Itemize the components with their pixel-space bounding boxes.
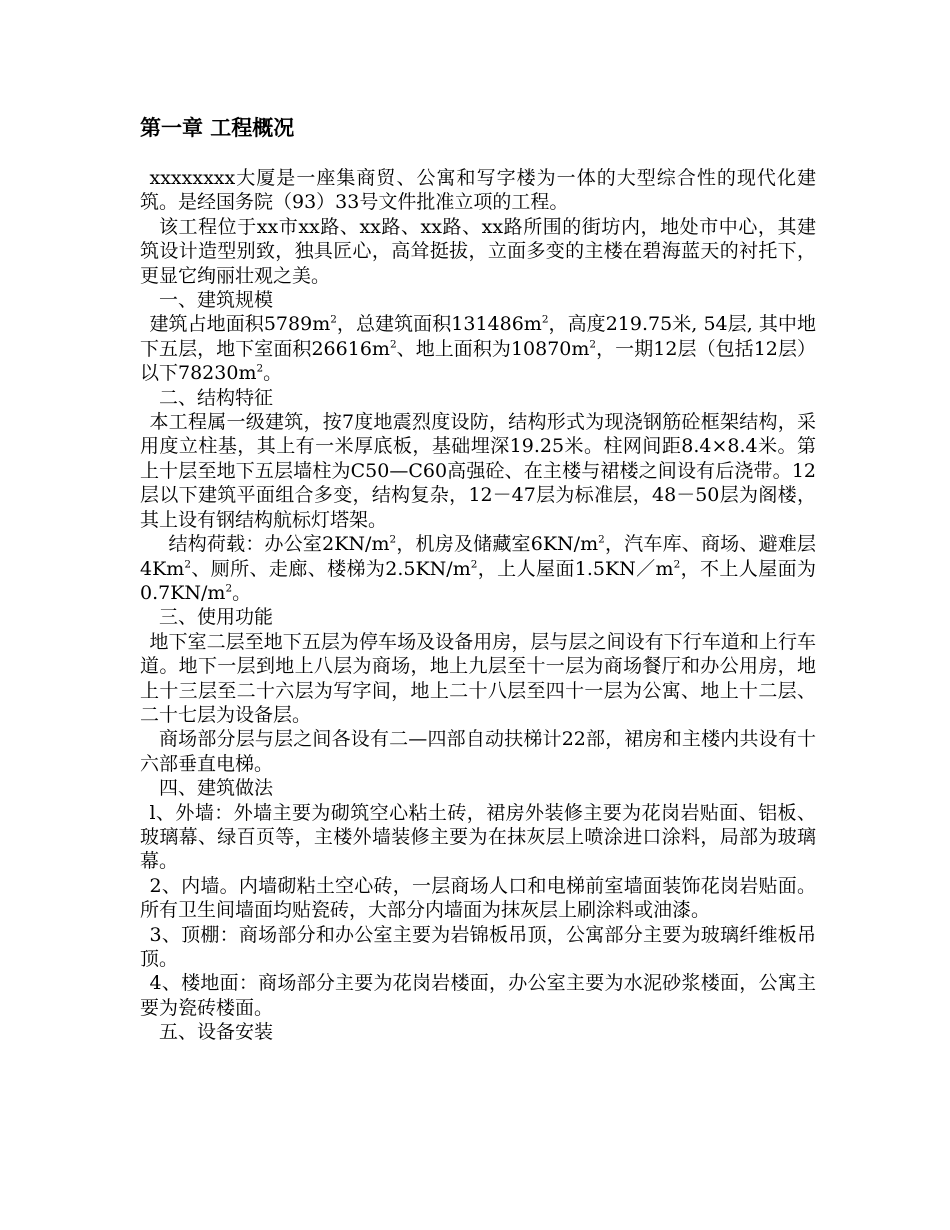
text-run: 一、建筑规模 [159,289,274,312]
document-body [140,166,816,1045]
text-run: ，机房及储藏室6KN/m [396,533,599,556]
text-run: 。 [232,581,252,604]
text-run: ，上人屋面1.5KN／m [477,557,674,580]
text-run: 商场部分层与层之间各设有二—四部自动扶梯计22部，裙房和主楼内共设有十六部垂直电梯。 [140,728,816,775]
superscript: 2 [389,533,397,546]
superscript: 2 [598,533,605,546]
section-heading [140,386,816,410]
superscript: 2 [225,582,233,595]
section-heading [140,288,816,312]
body-paragraph [140,727,816,776]
text-run: 地下室二层至地下五层为停车场及设备用房，层与层之间设有下行车道和上行车道。地下一层到地上八层为商场，地上九层至十一层为商场餐厅和办公用房，地上十三层至二十六层为写字间，地上二十八层至四十一层为公寓、地上十二层、二十七层为设备层。 [140,630,816,726]
text-run: ，一期12层（包括12层）以下78230m [140,337,816,385]
superscript: 2 [184,558,191,571]
body-paragraph [140,971,816,1020]
text-run: 4、楼地面：商场部分主要为花岗岩楼面，办公室主要为水泥砂浆楼面，公寓主要为瓷砖楼面。 [140,972,816,1019]
text-run: 二、结构特征 [159,386,274,409]
text-run: 建筑占地面积5789m [149,313,331,336]
body-paragraph [140,166,816,215]
text-run: 本工程属一级建筑，按7度地震烈度设防，结构形式为现浇钢筋砼框架结构，采用度立柱基，其上有一米厚底板，基础埋深19.25米。柱网间距8.4×8.4米。第上十层至地下五层墙柱为C50—C60高强砼、在主楼与裙楼之间设有后浇带。12层以下建筑平面组合多变，结构复杂，12－47层为标准层，48－50层为阁楼，其上设有钢结构航标灯塔架。 [140,411,816,531]
text-run: ，不上人屋面为0.7KN/m [140,557,816,604]
superscript: 2 [470,558,478,571]
body-paragraph [140,312,816,385]
text-run: l、外墙：外墙主要为砌筑空心粘土砖，裙房外装修主要为花岗岩贴面、铝板、玻璃幕、绿百页等，主楼外墙装修主要为在抹灰层上喷涂进口涂料，局部为玻璃幕。 [140,801,816,873]
text-run: 、厕所、走廊、楼梯为2.5KN/m [190,557,471,580]
text-run: 四、建筑做法 [159,777,274,800]
superscript: 2 [673,558,681,571]
text-run: xxxxxxxx大厦是一座集商贸、公寓和写字楼为一体的大型综合性的现代化建筑。是经国务院（93）33号文件批准立项的工程。 [140,167,816,214]
superscript: 2 [389,338,397,351]
text-run: 、地上面积为10870m [396,337,590,360]
text-run: 3、顶棚：商场部分和办公室主要为岩锦板吊顶，公寓部分主要为玻璃纤维板吊顶。 [140,923,816,970]
text-run: 。 [263,362,283,385]
superscript: 2 [541,314,549,327]
text-run: ，汽车库、商场、避难层4Km [140,533,816,580]
body-paragraph [140,801,816,874]
text-run: ，高度219.75米, 54层, 其中地下五层，地下室面积26616m [140,313,816,360]
section-heading [140,1020,816,1044]
body-paragraph [140,874,816,923]
text-run: 该工程位于xx市xx路、xx路、xx路、xx路所围的街坊内，地处市中心，其建筑设计造型别致，独具匠心，高耸挺拔，立面多变的主楼在碧海蓝天的衬托下，更显它绚丽壮观之美。 [140,215,816,287]
superscript: 2 [256,362,264,375]
text-run: 三、使用功能 [159,606,274,629]
text-run: 2、内墙。内墙砌粘土空心砖，一层商场人口和电梯前室墙面装饰花岗岩贴面。所有卫生间墙面均贴瓷砖，大部分内墙面为抹灰层上刷涂料或油漆。 [140,874,816,922]
text-run: 五、设备安装 [159,1021,274,1044]
superscript: 2 [330,314,337,327]
section-heading [140,605,816,629]
text-run: 结构荷载：办公室2KN/m [168,533,390,556]
body-paragraph [140,630,816,728]
text-run: ，总建筑面积131486m [336,313,542,336]
chapter-title: 第一章 工程概况 [140,116,295,140]
body-paragraph [140,410,816,532]
body-paragraph [140,215,816,288]
body-paragraph [140,532,816,605]
superscript: 2 [589,338,597,351]
section-heading [140,776,816,800]
body-paragraph [140,923,816,972]
